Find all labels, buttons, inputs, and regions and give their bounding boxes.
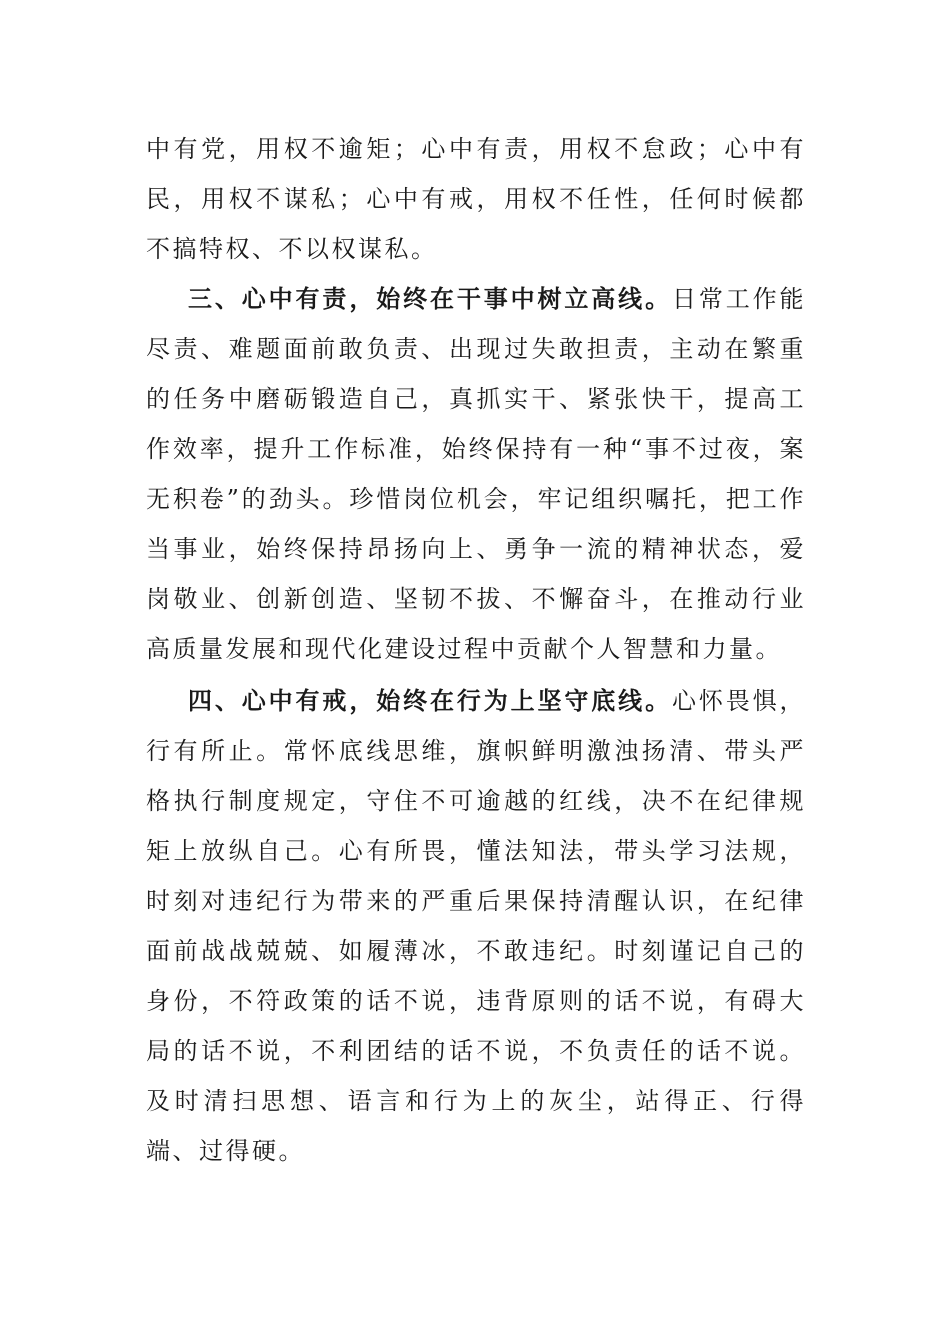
paragraph-section-three [146, 274, 806, 674]
paragraph-text [146, 274, 806, 674]
section-heading: 三、心中有责，始终在干事中树立高线。 [188, 284, 672, 313]
paragraph-section-four [146, 676, 806, 1176]
paragraph-continuation [146, 124, 806, 274]
paragraph-body: 日常工作能尽责、难题面前敢负责、出现过失敢担责，主动在繁重的任务中磨砺锻造自己，真抓实干、紧张快干，提高工作效率，提升工作标准，始终保持有一种“事不过夜，案无积卷”的劲头。珍惜岗位机会，牢记组织嘱托，把工作当事业，始终保持昂扬向上、勇争一流的精神状态，爱岗敬业、创新创造、坚韧不拔、不懈奋斗，在推动行业高质量发展和现代化建设过程中贡献个人智慧和力量。 [146, 285, 806, 663]
paragraph-body: 心怀畏惧，行有所止。常怀底线思维，旗帜鲜明激浊扬清、带头严格执行制度规定，守住不可逾越的红线，决不在纪律规矩上放纵自己。心有所畏，懂法知法，带头学习法规，时刻对违纪行为带来的严重后果保持清醒认识，在纪律面前战战兢兢、如履薄冰，不敢违纪。时刻谨记自己的身份，不符政策的话不说，违背原则的话不说，有碍大局的话不说，不利团结的话不说，不负责任的话不说。及时清扫思想、语言和行为上的灰尘，站得正、行得端、过得硬。 [146, 687, 806, 1165]
paragraph-text [146, 676, 806, 1176]
paragraph-body: 中有党，用权不逾矩；心中有责，用权不怠政；心中有民，用权不谋私；心中有戒，用权不任性，任何时候都不搞特权、不以权谋私。 [146, 135, 806, 263]
section-heading: 四、心中有戒，始终在行为上坚守底线。 [188, 686, 672, 715]
